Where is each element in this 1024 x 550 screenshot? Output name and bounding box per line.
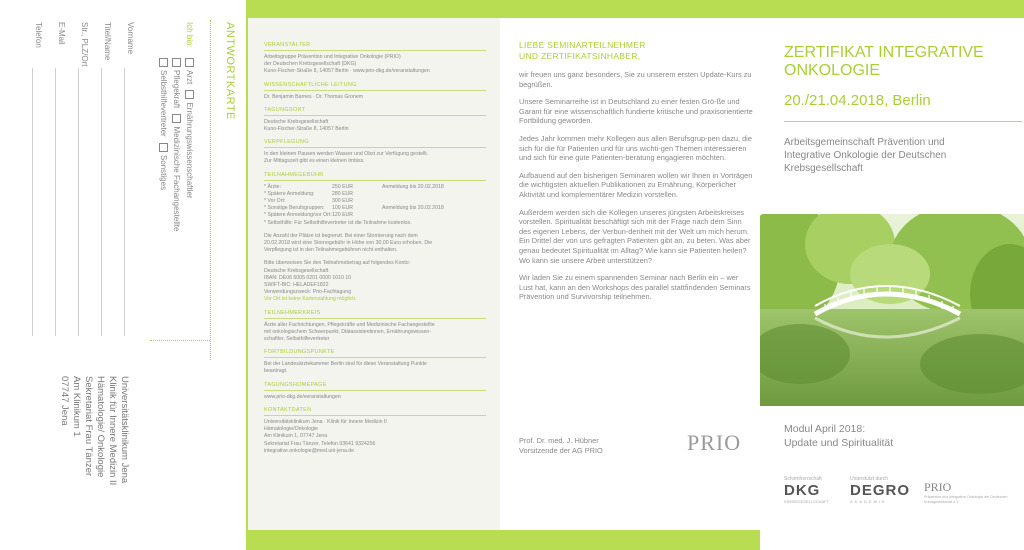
dotted-separator (210, 20, 211, 360)
module-line-1: Modul April 2018: (784, 423, 866, 435)
letter-paragraph: Außerdem werden sich die Kollegen unseres jüngsten Arbeitskreises vorstellen. Spiritualität beschäftigt sich mit der Frage nach dem Sinn des eigenen Lebens, der Verbun-denheit mit der Welt um mich herum. Ein Drittel der von uns gefragten Patienten gibt an, zu beten. Was aber genau bedeutet Spiritualität im Alltag? Wie kann sie Patienten heilen? Wo kann sie unsere Arbeit unterstützen? (519, 207, 751, 265)
option-row-3: Selbsthilfevertreter Sonstiges (159, 54, 168, 190)
letter-paragraph: Wir laden Sie zu einem spannenden Seminar nach Berlin ein – wer Lust hat, kann an den Workshops des parallel stattfindenden Seminars Prävention und Survivorship teilnehmen. (519, 273, 751, 302)
checkbox-sonstiges[interactable] (159, 143, 168, 152)
prio-logo: PRIO (687, 430, 742, 455)
fee-row: * Sonstige Berufsgruppen: 100 EUR Anmeldung bis 20.02.2018 (264, 205, 444, 212)
fee-row: * Ärzte: 250 EUR Anmeldung bis 20.02.2018 (264, 183, 444, 190)
field-name-line[interactable] (101, 68, 102, 336)
letter-column (519, 18, 759, 455)
field-name: Titel/Name (103, 22, 112, 61)
park-bridge-photo (760, 214, 1024, 406)
section-kontakt: KONTAKTDATEN Universitätsklinikum Jena · Klinik für Innere Medizin II Hämatologie/Onkologie Am Klinikum 1, 07747 Jena Sekretariat Frau Tänzer, Telefon 03641 9324256 integrative.onkologie@med.uni-jena.de (264, 407, 486, 455)
letter-paragraph: Jedes Jahr kommen mehr Kollegen aus allen Berufsgrup-pen dazu, die sich für die für Patienten und für uns wichti-gen Themen interessieren und sich für eine gute Patienten-beratung engagieren möchten. (519, 133, 752, 163)
degro-logo: Unterstützt durch DEGRO AKADEMIE (850, 476, 911, 504)
cover-title-1: ZERTIFIKAT INTEGRATIVE (784, 44, 984, 61)
checkbox-pflege[interactable] (172, 58, 181, 67)
fee-selbsthilfe: * Selbsthilfe: Für Selbsthilfevertreter ist die Teilnahme kostenlos. (264, 219, 412, 226)
bank-note: Vor Ort ist keine Kartenzahlung möglich. (264, 296, 357, 303)
fee-row: * Spätere Anmeldung: 280 EUR (264, 190, 354, 197)
letter-paragraph: wir freuen uns ganz besonders, Sie zu unserem ersten Update-Kurs zu begrüßen. (519, 70, 752, 89)
field-telefon: Telefon (34, 22, 43, 48)
checkbox-selbsthilfe[interactable] (159, 58, 168, 67)
reply-card (0, 0, 246, 550)
signature: Prof. Dr. med. J. Hübner Vorsitzende der AG PRIO (519, 436, 603, 455)
ich-bin-label: Ich bin: (185, 22, 194, 48)
module-line-2: Update und Spiritualität (784, 437, 894, 449)
section-leitung: WISSENSCHAFTLICHE LEITUNG Dr. Benjamin Barnes · Dr. Thomas Gronem (264, 82, 486, 101)
section-verpflegung: VERPFLEGUNG In den kleinen Pausen werden Wasser und Obst zur Verfügung gestellt. Zur Mittagszeit gibt es einen kleinen Imbiss. (264, 139, 486, 165)
reply-card-title: ANTWORTKARTE (224, 22, 236, 120)
section-tagungsort: TAGUNGSORT Deutsche Krebsgesellschaft Kuno-Fischer-Straße 8, 14057 Berlin (264, 107, 486, 133)
cover-panel (760, 18, 1024, 550)
checkbox-arzt[interactable] (185, 58, 194, 67)
bottom-bar (246, 530, 760, 550)
dotted-separator-h (150, 340, 210, 341)
top-bar (246, 0, 1024, 18)
section-homepage: TAGUNGSHOMEPAGE www.prio-dkg.de/veranstaltungen (264, 382, 486, 401)
section-teilnehmerkreis: TEILNEHMERKREIS Ärzte aller Fachrichtungen, Pflegekräfte und Medizinische Fachangestellte mit onkologischem Schwerpunkt, Diätassistentinnen, Ernährungswissen- schaftler, Selbsthilfevertreter (264, 310, 486, 344)
section-veranstalter: VERANSTALTER Arbeitsgruppe Prävention und Integrative Onkologie (PRIO) der Deutschen Krebsgesellschaft (DKG) Kuno-Fischer-Straße 8, 14057 Berlin · www.prio-dkg.de/veranstaltungen (264, 42, 486, 76)
letter-heading-2: UND ZERTIFIKATSINHABER, (519, 51, 641, 61)
option-row-1: Arzt Ernährungswissenschaftler (185, 54, 194, 199)
cover-org-2: Integrative Onkologie der Deutschen (784, 150, 947, 161)
option-row-2: Pflegekraft Medizinische Fachangestellte (172, 54, 181, 231)
homepage-link[interactable]: www.prio-dkg.de/veranstaltungen (264, 393, 341, 400)
section-gebuehr: TEILNAHMEGEBÜHR * Ärzte: 250 EUR Anmeldung bis 20.02.2018 * Spätere Anmeldung: 280 EUR * Vor Ort: 300 EUR * Sonstige Berufsgruppen: 100 EUR Anmeldung bis 20.02.2018 * Spätere Anmeldung/vor Ort: 120 EUR * Selbsthilfe: Für Selbsthilfevertreter ist die Teilnahme kostenlos. Die Anzahl der Plätze ist begrenzt. Bei einer Stornierung nach dem 20.02.2018 wird eine Stornogebühr in Höhe von 30,00 Euro erhoben. Die Verpflegung ist in den Teilnahmegebühren nicht enthalten. Bitte überweisen Sie den Teilnahmebetrag auf folgendes Konto: Deutsche Krebsgesellschaft IBAN: DE06 5005 0201 0000 1010 10 SWIFT-BIC: HELADEF1822 Verwendungszweck: Prio-Fachtagung Vor Ort ist keine Kartenzahlung möglich. (264, 172, 486, 304)
letter-paragraph: Unsere Seminarreihe ist in Deutschland zu einer festen Grö-ße und Garant für eine wissenschaftlich fundierte kritische und praxisorientierte Fortbildung geworden. (519, 97, 753, 126)
checkbox-ernaehrung[interactable] (185, 90, 194, 99)
field-ort: Str., PLZ/Ort (80, 22, 89, 67)
field-telefon-line[interactable] (32, 68, 33, 336)
section-fortbildung: FORTBILDUNGSPUNKTE Bei der Landesärztekammer Berlin sind für diese Veranstaltung Punkte beantragt. (264, 349, 486, 375)
address-block: Universitätsklinikum Jena Klinik für Innere Medizin II Hämatologie/ Onkologie Sekretariat Frau Tänzer Am Klinikum 1 07747 Jena (59, 376, 130, 486)
fee-row: * Spätere Anmeldung/vor Ort: 120 EUR (264, 212, 354, 219)
cover-date: 20./21.04.2018, Berlin (784, 92, 931, 109)
field-ort-line[interactable] (78, 68, 79, 336)
field-email: E-Mail (57, 22, 66, 45)
field-vorname-line[interactable] (124, 68, 125, 336)
logo-row (784, 476, 1024, 504)
module-block (784, 422, 893, 450)
contact-email[interactable]: integrative.onkologie@med.uni-jena.de (264, 447, 355, 454)
field-email-line[interactable] (55, 68, 56, 336)
cover-title-2: ONKOLOGIE (784, 62, 881, 79)
info-column (248, 18, 500, 530)
letter-paragraph: Aufbauend auf den bisherigen Seminaren wollen wir Ihnen in Vorträgen die wichtigsten aktuellen Publikationen zu Ernährung, Körperlicher Aktivität und komplementärer Medizin vorstellen. (519, 170, 753, 199)
cover-org-3: Krebsgesellschaft (784, 163, 863, 174)
checkbox-mfa[interactable] (172, 114, 181, 123)
cover-org-1: Arbeitsgemeinschaft Prävention und (784, 137, 945, 148)
letter-heading-1: LIEBE SEMINARTEILNEHMER (519, 40, 646, 50)
dkg-logo: Schirmherrschaft DKG KREBSGESELLSCHAFT (784, 476, 830, 504)
prio-small-logo: PRIO Prävention und Integrative Onkologie der Deutschen Krebsgesellschaft e.V. (924, 480, 1008, 504)
fee-row: * Vor Ort: 300 EUR (264, 198, 354, 205)
field-vorname: Vorname (126, 22, 135, 55)
